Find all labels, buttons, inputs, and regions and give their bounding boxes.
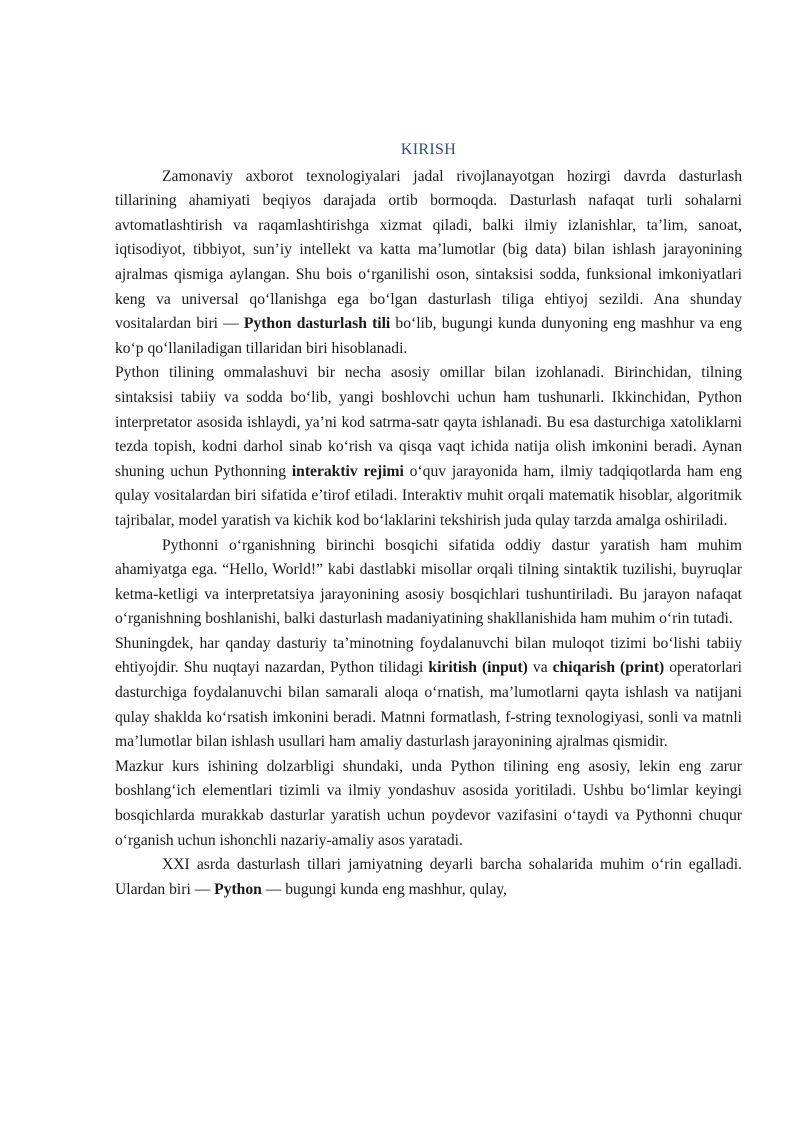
bold-term: Python dasturlash tili bbox=[243, 315, 391, 333]
paragraph-text: — bugungi kunda eng mashhur, qulay, bbox=[261, 880, 508, 898]
paragraph-text: bo‘lib, bugungi kunda dunyoning eng mashhur va eng ko‘p qo‘llaniladigan tillaridan biri hisoblanadi. bbox=[115, 315, 742, 357]
paragraph-2 bbox=[115, 361, 742, 533]
paragraph-text: operatorlari dasturchiga foydalanuvchi bilan samarali aloqa o‘rnatish, ma’lumotlarni qayta ishlash va natijani qulay shaklda ko‘rsatish imkonini beradi. Matnni formatlash, f-string texnologiyasi, sonli va matnli ma’lumotlar bilan ishlash usullari ham amaliy dasturlash jarayonining ajralmas qismidir. bbox=[115, 659, 742, 751]
paragraph-text: Shuningdek, har qanday dasturiy ta’minotning foydalanuvchi bilan muloqot tizimi bo‘lishi tabiiy ehtiyojdir. Shu nuqtayi nazardan, Python tilidagi bbox=[115, 634, 742, 677]
paragraph-5 bbox=[115, 755, 742, 853]
paragraph-text: Pythonni o‘rganishning birinchi bosqichi sifatida oddiy dastur yaratish ham muhim ahamiyatga ega. “Hello, World!” kabi dastlabki misollar orqali tilning sintaktik tuzilishi, buyruqlar ketma-ketligi va interpretatsiya jarayonining asosiy bosqichlari tushuntiriladi. Bu jarayon nafaqat o‘rganishning boshlanishi, balki dasturlash madaniyatining shakllanishida ham muhim o‘rin tutadi. bbox=[115, 536, 742, 628]
section-heading: KIRISH bbox=[400, 141, 457, 158]
paragraph-3 bbox=[115, 534, 742, 632]
paragraph-text: Mazkur kurs ishining dolzarbligi shundaki, unda Python tilining eng asosiy, lekin eng zarur boshlang‘ich elementlari tizimli va ilmiy yondashuv asosida yoritiladi. Ushbu bo‘limlar keyingi bosqichlarda murakkab dasturlar yaratish uchun poydevor vazifasini o‘taydi va Pythonni chuqur o‘rganish uchun ishonchli nazariy-amaliy asos yaratadi. bbox=[115, 757, 742, 849]
bold-term: interaktiv rejimi bbox=[291, 462, 404, 480]
paragraph-text: Zamonaviy axborot texnologiyalari jadal rivojlanayotgan hozirgi davrda dasturlash tillarining ahamiyati beqiyos darajada ortib bormoqda. Dasturlash nafaqat turli sohalarni avtomatlashtirish va raqamlashtirishga xizmat qiladi, balki ilmiy izlanishlar, ta’lim, sanoat, iqtisodiyot, tibbiyot, sun’iy intellekt va katta ma’lumotlar (big data) bilan ishlash jarayonining ajralmas qismiga aylangan. Shu bois o‘rganilishi oson, sintaksisi sodda, funksional imkoniyatlari keng va universal qo‘llanishga ega bo‘lgan dasturlash tiliga ehtiyoj sezildi. Ana shunday vositalardan biri — bbox=[115, 167, 742, 333]
bold-term: Python bbox=[214, 880, 262, 898]
paragraph-1 bbox=[115, 165, 742, 362]
paragraph-text: o‘quv jarayonida ham, ilmiy tadqiqotlarda ham eng qulay vositalardan biri sifatida e’tirof etiladi. Interaktiv muhit orqali matematik hisoblar, algoritmik tajribalar, model yaratish va kichik kod bo‘laklarini tekshirish juda qulay tarzda amalga oshiriladi. bbox=[115, 462, 742, 529]
paragraph-4 bbox=[115, 632, 742, 755]
bold-term: chiqarish (print) bbox=[552, 659, 665, 677]
paragraph-text: va bbox=[527, 659, 553, 677]
paragraph-text: Python tilining ommalashuvi bir necha asosiy omillar bilan izohlanadi. Birinchidan, tilning sintaksisi tabiiy va sodda bo‘lib, yangi boshlovchi uchun ham tushunarli. Ikkinchidan, Python interpretator asosida ishlaydi, ya’ni kod satrma-satr qayta ishlanadi. Bu esa dasturchiga xatoliklarni tezda topish, kodni darhol sinab ko‘rish va qisqa vaqt ichida natija olish imkonini beradi. Aynan shuning uchun Pythonning bbox=[115, 364, 742, 480]
paragraph-6 bbox=[115, 853, 742, 902]
paragraph-text: XXI asrda dasturlash tillari jamiyatning deyarli barcha sohalarida muhim o‘rin egalladi. Ulardan biri — bbox=[115, 856, 742, 898]
document-page bbox=[115, 138, 742, 902]
bold-term: kiritish (input) bbox=[428, 659, 528, 677]
